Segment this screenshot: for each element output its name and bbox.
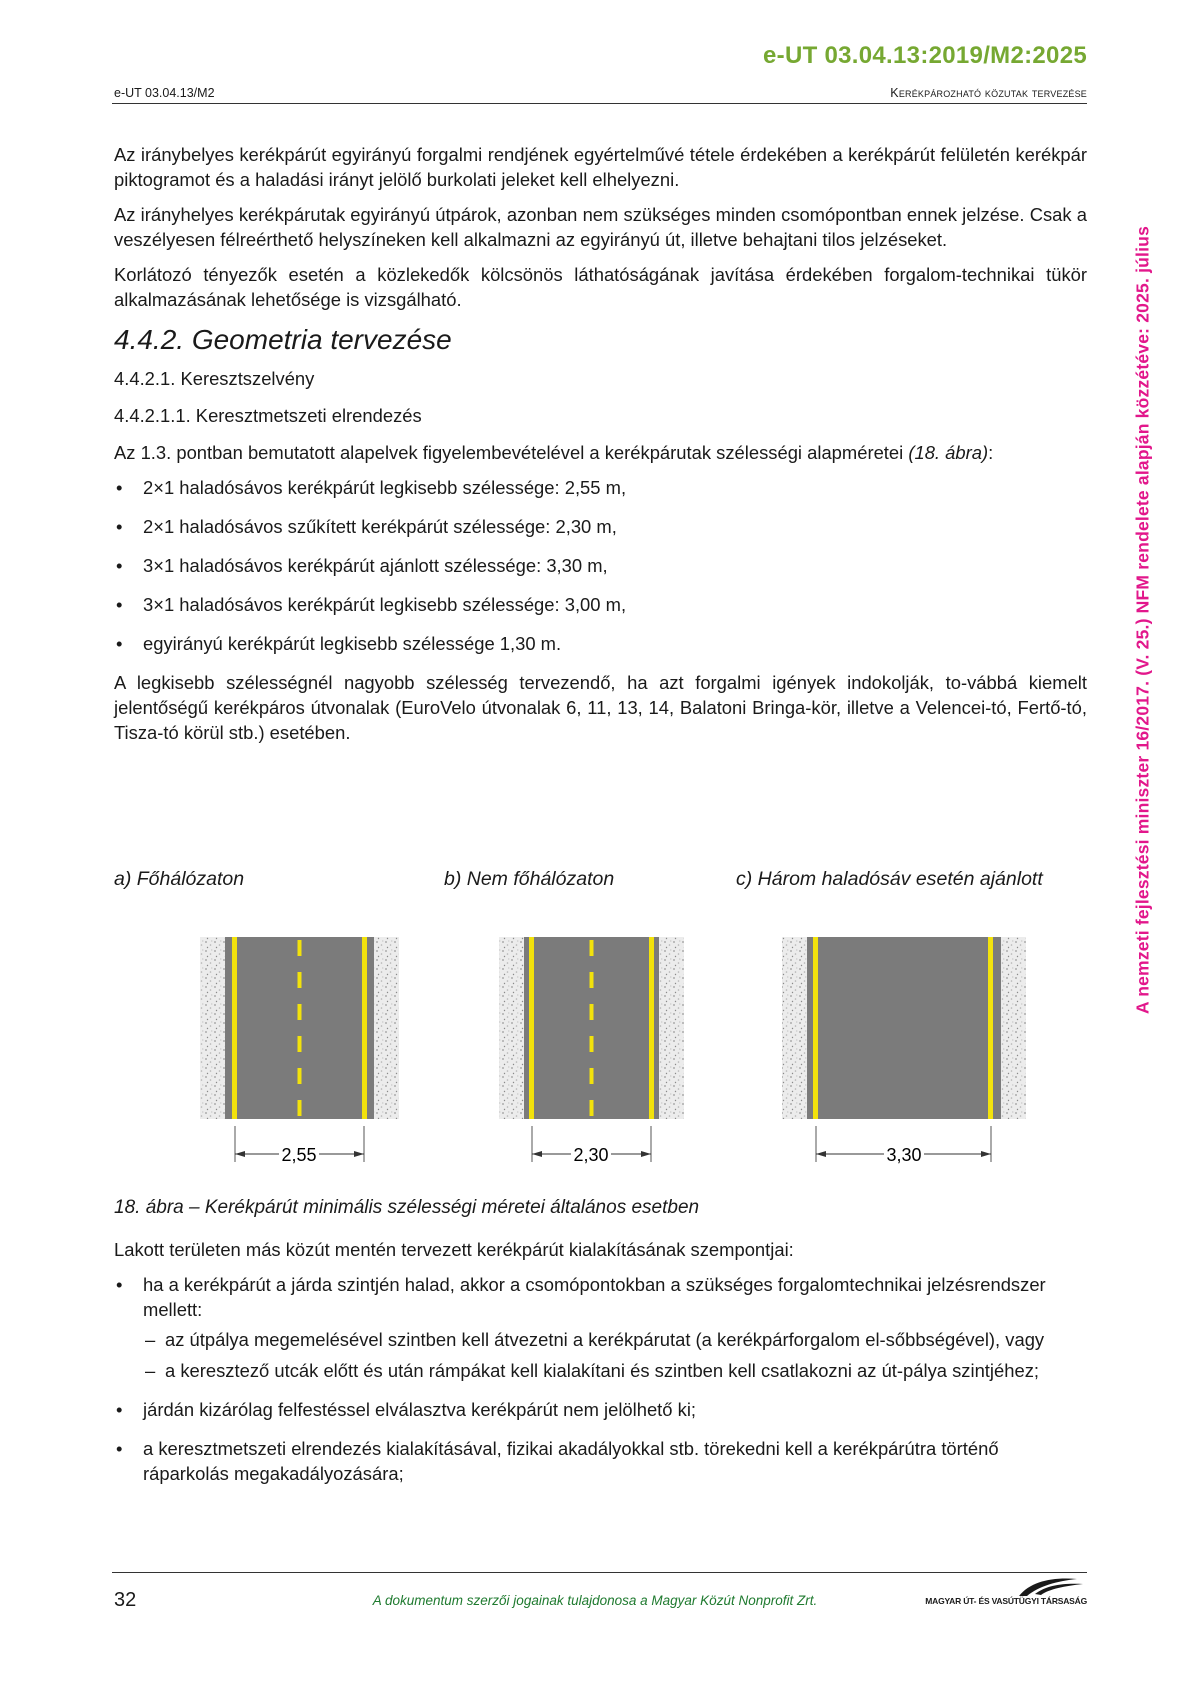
- dimension-arrow-icon: [816, 1151, 826, 1157]
- dimension-arrow-icon: [641, 1151, 651, 1157]
- dimension-arrow-icon: [235, 1151, 245, 1157]
- edge-line-left: [813, 937, 818, 1119]
- subheading-2: 4.4.2.1.1. Keresztmetszeti elrendezés: [114, 405, 422, 426]
- gravel-shoulder-left: [499, 937, 524, 1119]
- lower-intro: Lakott területen más közút mentén tervezett kerékpárút kialakításának szempontjai:: [114, 1239, 794, 1260]
- gravel-shoulder-right: [374, 937, 399, 1119]
- paragraph-4: [114, 440, 1087, 465]
- dimension-arrow-icon: [354, 1151, 364, 1157]
- list-item: [114, 1272, 1087, 1383]
- list-item: • a keresztmetszeti elrendezés kialakításával, fizikai akadályokkal stb. törekedni kell a kerékpárútra történő ráparkolás megakadályozására;: [114, 1436, 1087, 1486]
- document-code: e-UT 03.04.13:2019/M2:2025: [763, 42, 1087, 69]
- asphalt-surface: [807, 937, 1001, 1119]
- list-item-text: ha a kerékpárút a járda szintjén halad, akkor a csomópontokban a szükséges forgalomtechnikai jelzésrendszer mellett:: [143, 1274, 1046, 1320]
- dimension-label-a: 2,55: [281, 1145, 317, 1165]
- dimension-label-c: 3,30: [886, 1145, 922, 1165]
- gravel-shoulder-right: [1001, 937, 1026, 1119]
- dimension-label-b: 2,30: [573, 1145, 609, 1165]
- cross-section-c: [782, 937, 1026, 1165]
- main-content: [114, 142, 1087, 755]
- lower-content: [114, 1237, 1087, 1500]
- edge-line-right: [362, 937, 367, 1119]
- side-note-text: A nemzeti fejlesztési miniszter 16/2017. (V. 25.) NFM rendelete alapján közzétéve: 2025. július: [1132, 225, 1153, 1015]
- edge-line-left: [529, 937, 534, 1119]
- list-item: • 3×1 haladósávos kerékpárút legkisebb szélessége: 3,00 m,: [114, 592, 1087, 617]
- requirements-list: [114, 1272, 1087, 1486]
- copyright-notice: A dokumentum szerzői jogainak tulajdonosa a Magyar Közút Nonprofit Zrt.: [372, 1593, 818, 1608]
- asphalt-surface: [524, 937, 659, 1119]
- dimension-arrow-icon: [981, 1151, 991, 1157]
- sub-list-item: – a keresztező utcák előtt és után rámpákat kell kialakítani és szintben kell csatlakozni az út-pálya szintjéhez;: [143, 1358, 1087, 1383]
- asphalt-surface: [225, 937, 374, 1119]
- gravel-shoulder-right: [659, 937, 684, 1119]
- page-number: 32: [114, 1589, 137, 1611]
- edge-line-right: [988, 937, 993, 1119]
- header-rule: [112, 103, 1087, 104]
- width-list: [114, 475, 1087, 656]
- paragraph-3: Korlátozó tényezők esetén a közlekedők kölcsönös láthatóságának javítása érdekében forgalom-technikai tükör alkalmazásának lehetősége is vizsgálható.: [114, 264, 1087, 310]
- figure-label-b: b) Nem főhálózaton: [444, 868, 615, 890]
- figure-cross-sections: [114, 868, 1087, 1183]
- section-heading: 4.4.2. Geometria tervezése: [114, 324, 452, 355]
- figure-label-a: a) Főhálózaton: [114, 868, 245, 890]
- figure-drawing: [114, 868, 1087, 1183]
- gravel-shoulder-left: [200, 937, 225, 1119]
- sub-list: [143, 1327, 1087, 1383]
- subheading-1: 4.4.2.1. Keresztszelvény: [114, 368, 315, 389]
- logo-swoosh-icon: [907, 1572, 1087, 1598]
- edge-line-left: [232, 937, 237, 1119]
- list-item: • 2×1 haladósávos szűkített kerékpárút szélessége: 2,30 m,: [114, 514, 1087, 539]
- paragraph-4-main: Az 1.3. pontban bemutatott alapelvek figyelembevételével a kerékpárutak szélességi alapméretei: [114, 442, 904, 463]
- header-left: e-UT 03.04.13/M2: [114, 86, 215, 100]
- paragraph-4-end: :: [988, 442, 994, 463]
- gravel-shoulder-left: [782, 937, 807, 1119]
- figure-caption: 18. ábra – Kerékpárút minimális szélességi méretei általános esetben: [114, 1197, 700, 1218]
- header-right: Kerékpározható közutak tervezése: [890, 86, 1087, 100]
- list-item: • 2×1 haladósávos kerékpárút legkisebb szélessége: 2,55 m,: [114, 475, 1087, 500]
- list-item: • egyirányú kerékpárút legkisebb szélessége 1,30 m.: [114, 631, 1087, 656]
- list-item: • 3×1 haladósávos kerékpárút ajánlott szélessége: 3,30 m,: [114, 553, 1087, 578]
- figure-label-c: c) Három haladósáv esetén ajánlott: [736, 868, 1043, 890]
- cross-section-b: [499, 937, 684, 1165]
- list-item: • járdán kizárólag felfestéssel elválasztva kerékpárút nem jelölhető ki;: [114, 1397, 1087, 1422]
- logo-text: MAGYAR ÚT- ÉS VASÚTÜGYI TÁRSASÁG: [925, 1596, 1087, 1606]
- paragraph-5: A legkisebb szélességnél nagyobb szélesség tervezendő, ha azt forgalmi igények indokolják, to-vábbá kiemelt jelentőségű kerékpáros útvonalak (EuroVelo útvonalak 6, 11, 13, 14, Balatoni Bringa-kör, illetve a Velencei-tó, Fertő-tó, Tisza-tó körül stb.) esetében.: [114, 672, 1087, 743]
- sub-list-item: – az útpálya megemelésével szintben kell átvezetni a kerékpárutat (a kerékpárforgalom el-sőbbségével), vagy: [143, 1327, 1087, 1352]
- dimension-arrow-icon: [532, 1151, 542, 1157]
- edge-line-right: [649, 937, 654, 1119]
- paragraph-1: Az iránybelyes kerékpárút egyirányú forgalmi rendjének egyértelművé tétele érdekében a kerékpárút felületén kerékpár piktogramot és a haladási irányt jelölő burkolati jeleket kell elhelyezni.: [114, 144, 1087, 190]
- figure-reference: (18. ábra): [908, 442, 989, 463]
- society-logo: [907, 1572, 1087, 1612]
- paragraph-2: Az irányhelyes kerékpárutak egyirányú útpárok, azonban nem szükséges minden csomópontban ennek jelzése. Csak a veszélyesen félreérthető helyszíneken kell alkalmazni az egyirányú út, illetve behajtani tilos jelzéseket.: [114, 204, 1087, 250]
- cross-section-a: [200, 937, 399, 1165]
